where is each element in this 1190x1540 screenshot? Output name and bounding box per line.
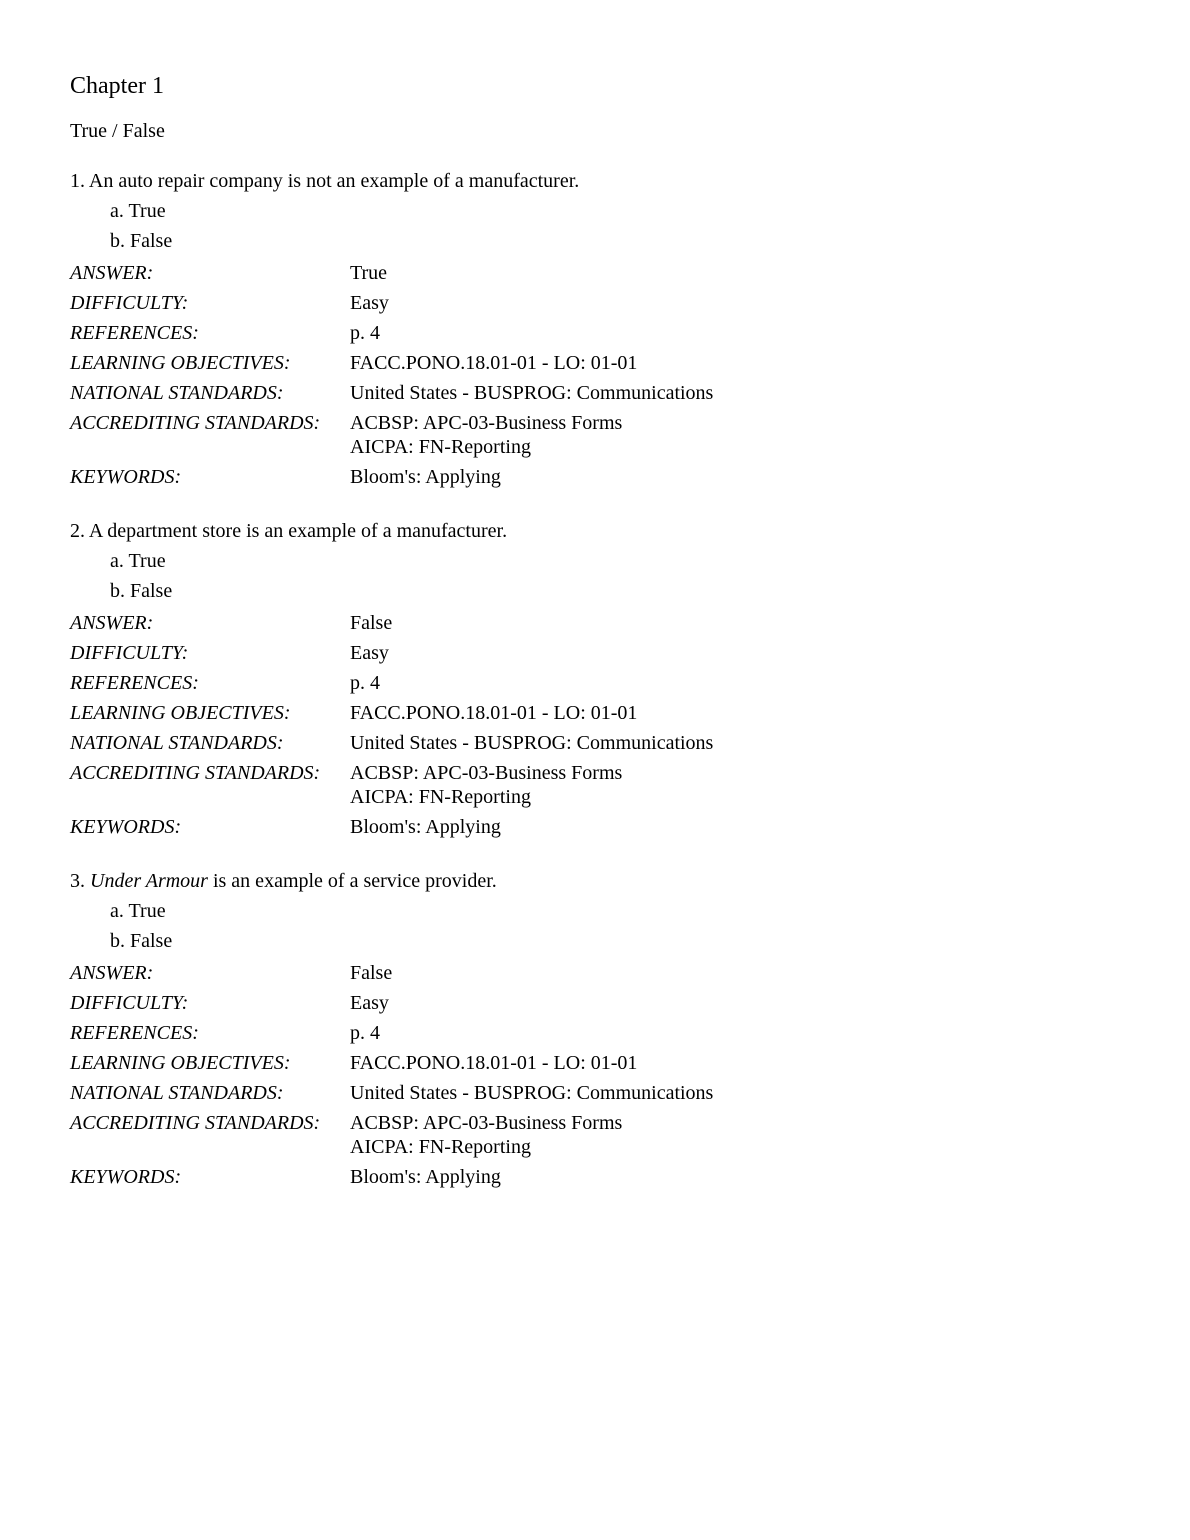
references-label: REFERENCES: — [70, 672, 199, 694]
learning-objectives-value: FACC.PONO.18.01-01 - LO: 01-01 — [350, 702, 638, 724]
question-metadata — [70, 608, 1120, 842]
section-title: True / False — [70, 120, 165, 142]
accrediting-standards-label: ACCREDITING STANDARDS: — [70, 762, 321, 784]
question-metadata — [70, 258, 1120, 492]
references-label: REFERENCES: — [70, 322, 199, 344]
accrediting-standard: AICPA: FN-Reporting — [350, 786, 531, 808]
accrediting-standard: AICPA: FN-Reporting — [350, 1136, 531, 1158]
references-value: p. 4 — [350, 1022, 380, 1044]
question-text-italic: Under Armour — [90, 870, 208, 892]
difficulty-label: DIFFICULTY: — [70, 642, 189, 664]
keywords-label: KEYWORDS: — [70, 1166, 182, 1188]
difficulty-value: Easy — [350, 642, 389, 664]
learning-objectives-label: LEARNING OBJECTIVES: — [70, 1052, 291, 1074]
keywords-value: Bloom's: Applying — [350, 466, 501, 488]
learning-objectives-value: FACC.PONO.18.01-01 - LO: 01-01 — [350, 1052, 638, 1074]
keywords-label: KEYWORDS: — [70, 466, 182, 488]
question-stem — [70, 168, 1120, 194]
national-standards-value: United States - BUSPROG: Communications — [350, 382, 714, 404]
answer-value: False — [350, 612, 393, 634]
accrediting-standard: AICPA: FN-Reporting — [350, 436, 531, 458]
choice-true: a. True — [110, 900, 166, 922]
question-stem — [70, 518, 1120, 544]
question-number: 1. — [70, 170, 85, 192]
learning-objectives-label: LEARNING OBJECTIVES: — [70, 352, 291, 374]
keywords-label: KEYWORDS: — [70, 816, 182, 838]
accrediting-standards-value — [350, 758, 1120, 812]
accrediting-standards-label: ACCREDITING STANDARDS: — [70, 1112, 321, 1134]
national-standards-label: NATIONAL STANDARDS: — [70, 1082, 284, 1104]
question-stem — [70, 868, 1120, 894]
answer-value: False — [350, 962, 393, 984]
choice-true: a. True — [110, 550, 166, 572]
question-text: An auto repair company is not an example of a manufacturer. — [88, 170, 580, 192]
document-page — [70, 70, 1120, 1192]
answer-label: ANSWER: — [70, 262, 154, 284]
accrediting-standard: ACBSP: APC-03-Business Forms — [350, 412, 623, 434]
learning-objectives-value: FACC.PONO.18.01-01 - LO: 01-01 — [350, 352, 638, 374]
question-number: 2. — [70, 520, 85, 542]
references-value: p. 4 — [350, 322, 380, 344]
choice-false: b. False — [110, 580, 173, 602]
answer-label: ANSWER: — [70, 962, 154, 984]
choice-true: a. True — [110, 200, 166, 222]
national-standards-label: NATIONAL STANDARDS: — [70, 382, 284, 404]
difficulty-label: DIFFICULTY: — [70, 992, 189, 1014]
choice-false: b. False — [110, 230, 173, 252]
accrediting-standard: ACBSP: APC-03-Business Forms — [350, 1112, 623, 1134]
accrediting-standard: ACBSP: APC-03-Business Forms — [350, 762, 623, 784]
question-list — [70, 168, 1120, 1192]
accrediting-standards-value — [350, 1108, 1120, 1162]
national-standards-value: United States - BUSPROG: Communications — [350, 1082, 714, 1104]
accrediting-standards-value — [350, 408, 1120, 462]
question-metadata — [70, 958, 1120, 1192]
question — [70, 168, 1120, 492]
question-text: A department store is an example of a manufacturer. — [88, 520, 508, 542]
national-standards-value: United States - BUSPROG: Communications — [350, 732, 714, 754]
learning-objectives-label: LEARNING OBJECTIVES: — [70, 702, 291, 724]
references-value: p. 4 — [350, 672, 380, 694]
national-standards-label: NATIONAL STANDARDS: — [70, 732, 284, 754]
answer-label: ANSWER: — [70, 612, 154, 634]
question-number: 3. — [70, 870, 85, 892]
chapter-title: Chapter 1 — [70, 73, 164, 99]
answer-value: True — [350, 262, 388, 284]
references-label: REFERENCES: — [70, 1022, 199, 1044]
accrediting-standards-label: ACCREDITING STANDARDS: — [70, 412, 321, 434]
keywords-value: Bloom's: Applying — [350, 1166, 501, 1188]
difficulty-value: Easy — [350, 992, 389, 1014]
question-text-rest: is an example of a service provider. — [207, 870, 497, 892]
difficulty-label: DIFFICULTY: — [70, 292, 189, 314]
difficulty-value: Easy — [350, 292, 389, 314]
keywords-value: Bloom's: Applying — [350, 816, 501, 838]
question — [70, 518, 1120, 842]
choice-false: b. False — [110, 930, 173, 952]
question — [70, 868, 1120, 1192]
